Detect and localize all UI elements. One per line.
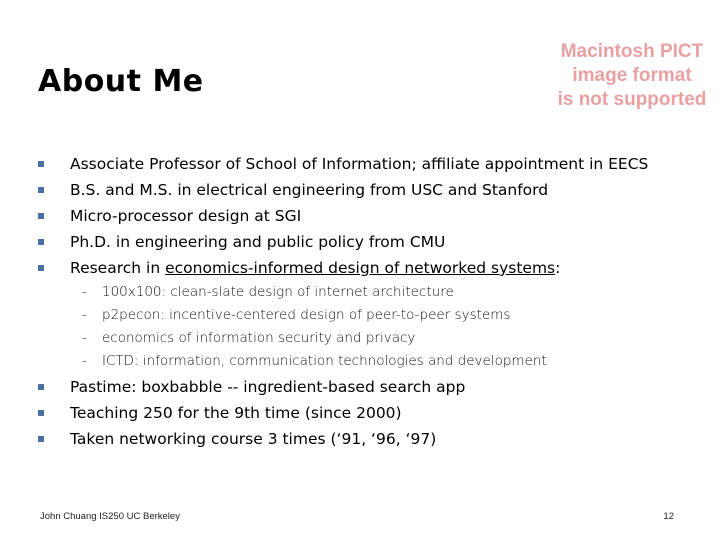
slide-footer: John Chuang IS250 UC Berkeley bbox=[40, 511, 180, 522]
placeholder-line: image format bbox=[572, 65, 692, 86]
page-number: 12 bbox=[663, 511, 674, 522]
bullet-text: Pastime: boxbabble -- ingredient-based search app bbox=[70, 378, 466, 396]
bullet-square-icon bbox=[38, 265, 44, 271]
bullet-square-icon bbox=[38, 187, 44, 193]
bullet-text: Associate Professor of School of Information; affiliate appointment in EECS bbox=[70, 155, 649, 173]
bullet-text bbox=[70, 258, 560, 278]
dash-marker: - bbox=[82, 330, 87, 346]
sub-bullet-text: p2pecon: incentive-centered design of peer-to-peer systems bbox=[102, 307, 511, 323]
bullet-text: B.S. and M.S. in electrical engineering from USC and Stanford bbox=[70, 181, 549, 199]
dash-marker: - bbox=[82, 284, 87, 300]
bullet-text: Micro-processor design at SGI bbox=[70, 207, 302, 225]
sub-bullet-text: 100x100: clean-slate design of internet architecture bbox=[102, 284, 454, 300]
placeholder-line: Macintosh PICT bbox=[560, 41, 704, 62]
bullet-square-icon bbox=[38, 161, 44, 167]
dash-marker: - bbox=[82, 353, 87, 369]
bullet-square-icon bbox=[38, 410, 44, 416]
bullet-text: Ph.D. in engineering and public policy from CMU bbox=[70, 233, 446, 251]
bullet-text: Taken networking course 3 times (‘91, ‘96, ‘97) bbox=[70, 430, 437, 448]
bullet-square-icon bbox=[38, 239, 44, 245]
placeholder-line: is not supported bbox=[557, 89, 707, 110]
research-prefix: Research in bbox=[70, 259, 166, 277]
bullet-square-icon bbox=[38, 436, 44, 442]
slide-title: About Me bbox=[38, 64, 204, 99]
research-topic-underlined: economics-informed design of networked systems bbox=[165, 259, 556, 277]
sub-bullet-text: economics of information security and privacy bbox=[102, 330, 416, 346]
research-suffix: : bbox=[555, 259, 561, 277]
bullet-square-icon bbox=[38, 384, 44, 390]
bullet-square-icon bbox=[38, 213, 44, 219]
unsupported-image-placeholder bbox=[548, 40, 716, 112]
dash-marker: - bbox=[82, 307, 87, 323]
sub-bullet-text: ICTD: information, communication technologies and development bbox=[102, 353, 547, 369]
bullet-text: Teaching 250 for the 9th time (since 2000) bbox=[70, 404, 402, 422]
